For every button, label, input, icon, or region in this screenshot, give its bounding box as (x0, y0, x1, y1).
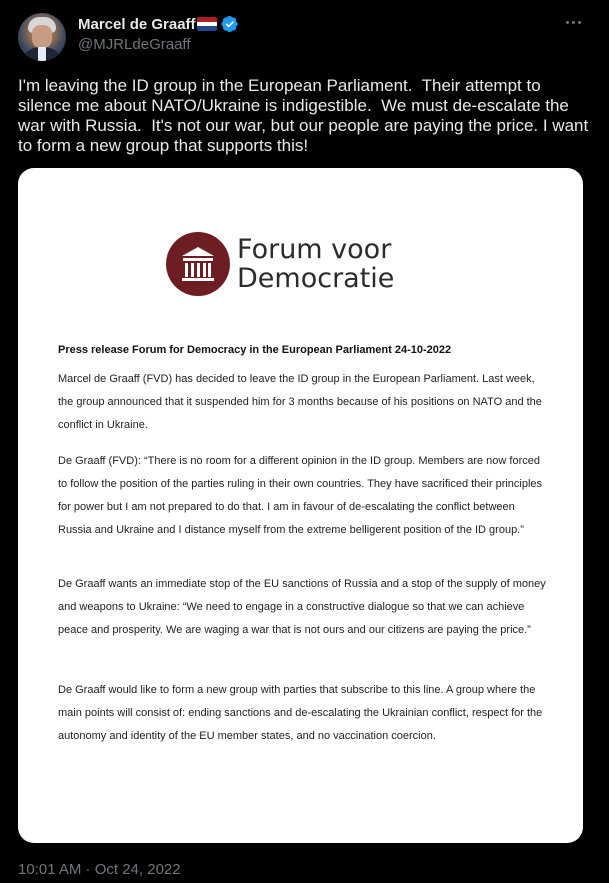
press-release-paragraph: De Graaff wants an immediate stop of the EU sanctions of Russia and a stop of the supply of money and weapons to Ukraine: “We need to engage in a constructive dialogue so that we can achieve peace and prosperity. We are waging a war that is not ours and our citizens are paying the price.” (58, 578, 546, 636)
tweet-text: I'm leaving the ID group in the European Parliament. Their attempt to silence me about NATO/Ukraine is indigestible. We must de-escalate the war with Russia. It's not our war, but our people are paying the price. I want to form a new group that supports this! (18, 76, 593, 155)
fvd-logo-text (237, 235, 394, 293)
author-display-name[interactable]: Marcel de Graaff (78, 15, 196, 33)
press-release-paragraph: De Graaff would like to form a new group with parties that subscribe to this line. A group where the main points will consist of: ending sanctions and de-escalating the Ukrainian conflict, respect for the autonomy and identity of the EU member states, and no vaccination coercion. (58, 684, 543, 742)
fvd-logo-line2: Democratie (237, 263, 395, 294)
fvd-logo (166, 229, 395, 301)
more-options-icon[interactable] (563, 12, 583, 32)
author-handle[interactable]: @MJRLdeGraaff (78, 36, 191, 53)
fvd-logo-line1: Forum voor (237, 234, 392, 265)
media-image[interactable] (18, 168, 583, 843)
press-release-paragraph: Marcel de Graaff (FVD) has decided to leave the ID group in the European Parliament. Last week, the group announced that it suspended him for 3 months because of his positions on NATO and the conflict in Ukraine. (58, 373, 542, 431)
netherlands-flag-icon (197, 17, 217, 31)
press-release-paragraph: De Graaff (FVD): “There is no room for a different opinion in the ID group. Members are now forced to follow the position of the parties ruling in their own countries. They have sacrificed their principles for power but I am not prepared to do that. I am in favour of de-escalating the conflict between Russia and Ukraine and I distance myself from the extreme belligerent position of the ID group.” (58, 455, 543, 536)
press-release-title: Press release Forum for Democracy in the European Parliament 24-10-2022 (58, 344, 452, 356)
author-name-row[interactable] (78, 14, 239, 34)
tweet-timestamp[interactable]: 10:01 AM · Oct 24, 2022 (18, 861, 181, 878)
fvd-logo-emblem-icon (166, 232, 230, 296)
avatar[interactable] (18, 13, 66, 61)
verified-badge-icon (221, 15, 239, 33)
